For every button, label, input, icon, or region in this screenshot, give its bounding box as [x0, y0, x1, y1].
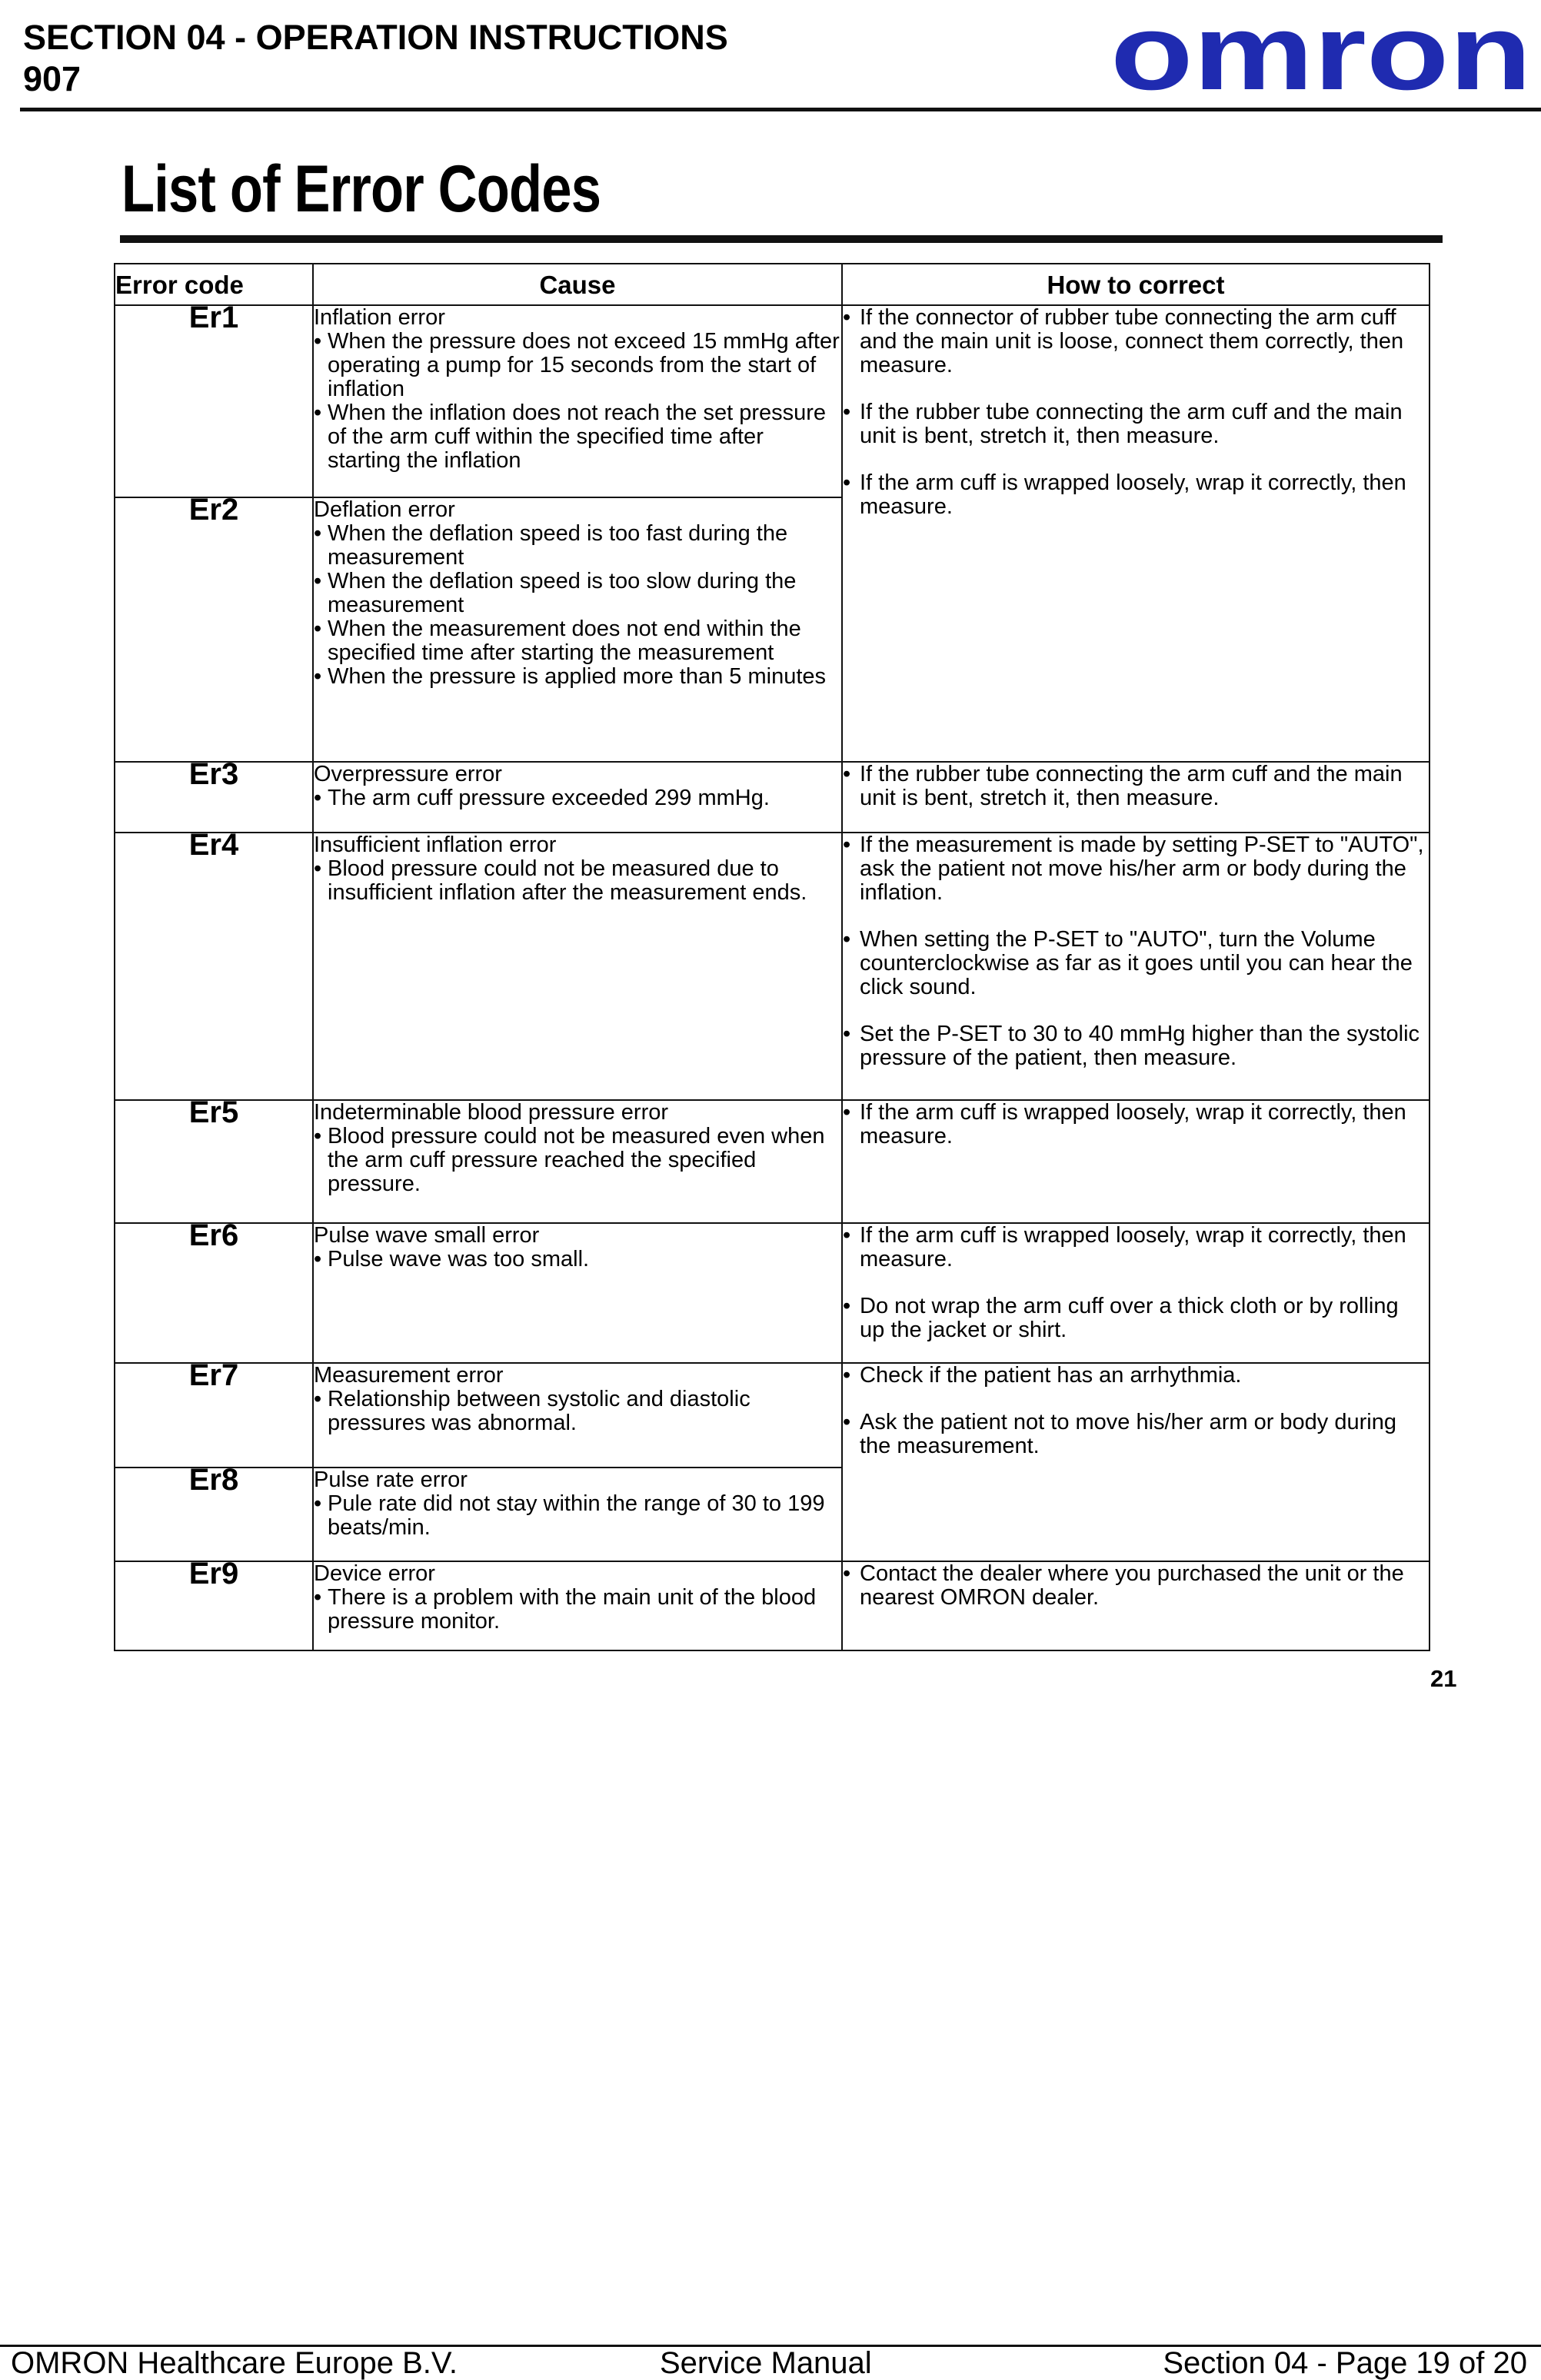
error-code-table — [114, 263, 1430, 1651]
cause-item: • Pule rate did not stay within the range of 30 to 199 beats/min. — [314, 1492, 841, 1540]
error-code: Er4 — [115, 833, 313, 1100]
error-code: Er9 — [115, 1561, 313, 1650]
column-header-error-code: Error code — [115, 264, 313, 305]
footer-company: OMRON Healthcare Europe B.V. — [11, 2346, 458, 2380]
error-code: Er2 — [115, 497, 313, 762]
cause-item: • When the pressure does not exceed 15 mmHg after operating a pump for 15 seconds from the start of inflation — [314, 330, 841, 401]
how-to-correct-cell — [842, 833, 1430, 1100]
cause-cell — [313, 833, 842, 1100]
error-code: Er6 — [115, 1223, 313, 1363]
cause-title: Deflation error — [314, 497, 455, 522]
cause-item: • When the deflation speed is too fast during the measurement — [314, 522, 841, 570]
cause-cell — [313, 1561, 842, 1650]
logo-wordmark: omron — [1110, 12, 1532, 103]
correction-item: • Ask the patient not to move his/her arm or body during the measurement. — [843, 1411, 1429, 1458]
how-to-correct-cell — [842, 1561, 1430, 1650]
cause-item: • When the inflation does not reach the set pressure of the arm cuff within the specified time after starting the inflation — [314, 401, 841, 473]
cause-item: • Blood pressure could not be measured even when the arm cuff pressure reached the specified pressure. — [314, 1125, 841, 1196]
correction-item: • If the connector of rubber tube connecting the arm cuff and the main unit is loose, connect them correctly, then measure. — [843, 306, 1429, 377]
cause-item: • When the deflation speed is too slow during the measurement — [314, 570, 841, 617]
error-code: Er7 — [115, 1363, 313, 1468]
table-row — [115, 833, 1430, 1100]
how-to-correct-cell — [842, 1223, 1430, 1363]
correction-item: • If the measurement is made by setting P-SET to "AUTO", ask the patient not move his/her arm or body during the inflation. — [843, 833, 1429, 905]
cause-item: • The arm cuff pressure exceeded 299 mmHg. — [314, 786, 841, 810]
table-row — [115, 1561, 1430, 1650]
cause-item: • When the pressure is applied more than 5 minutes — [314, 665, 841, 689]
cause-cell — [313, 1100, 842, 1223]
cause-title: Inflation error — [314, 305, 445, 330]
how-to-correct-cell — [842, 1363, 1430, 1561]
cause-title: Pulse wave small error — [314, 1223, 540, 1248]
cause-title: Measurement error — [314, 1363, 504, 1388]
cause-cell — [313, 305, 842, 497]
correction-item: • When setting the P-SET to "AUTO", turn the Volume counterclockwise as far as it goes until you can hear the click sound. — [843, 928, 1429, 999]
title-rule — [120, 235, 1443, 243]
correction-item: • If the arm cuff is wrapped loosely, wrap it correctly, then measure. — [843, 471, 1429, 519]
table-header-row — [115, 264, 1430, 305]
section-title: SECTION 04 - OPERATION INSTRUCTIONS — [23, 18, 728, 57]
page-number: 21 — [1430, 1665, 1457, 1692]
correction-item: • If the rubber tube connecting the arm cuff and the main unit is bent, stretch it, then measure. — [843, 763, 1429, 810]
cause-title: Indeterminable blood pressure error — [314, 1100, 669, 1125]
cause-cell — [313, 497, 842, 762]
section-header — [23, 17, 728, 100]
table-row — [115, 1100, 1430, 1223]
table-row — [115, 762, 1430, 833]
error-code: Er8 — [115, 1468, 313, 1561]
model-number: 907 — [23, 59, 82, 98]
cause-title: Device error — [314, 1561, 435, 1586]
correction-item: • Contact the dealer where you purchased the unit or the nearest OMRON dealer. — [843, 1562, 1429, 1610]
error-code: Er5 — [115, 1100, 313, 1223]
table-row — [115, 305, 1430, 497]
how-to-correct-cell — [842, 762, 1430, 833]
cause-item: • Pulse wave was too small. — [314, 1248, 841, 1271]
cause-item: • There is a problem with the main unit of the blood pressure monitor. — [314, 1586, 841, 1634]
cause-title: Overpressure error — [314, 762, 502, 786]
how-to-correct-cell — [842, 1100, 1430, 1223]
correction-item: • Do not wrap the arm cuff over a thick cloth or by rolling up the jacket or shirt. — [843, 1295, 1429, 1342]
cause-cell — [313, 1468, 842, 1561]
cause-title: Pulse rate error — [314, 1468, 468, 1492]
cause-cell — [313, 1223, 842, 1363]
page-title: List of Error Codes — [121, 152, 601, 226]
column-header-cause: Cause — [313, 264, 842, 305]
cause-item: • When the measurement does not end within the specified time after starting the measurement — [314, 617, 841, 665]
correction-item: • If the arm cuff is wrapped loosely, wrap it correctly, then measure. — [843, 1224, 1429, 1271]
column-header-how-to-correct: How to correct — [842, 264, 1430, 305]
error-code: Er1 — [115, 305, 313, 497]
correction-item: • If the rubber tube connecting the arm cuff and the main unit is bent, stretch it, then measure. — [843, 401, 1429, 448]
omron-logo — [1106, 12, 1536, 103]
how-to-correct-cell — [842, 305, 1430, 762]
cause-item: • Blood pressure could not be measured due to insufficient inflation after the measurement ends. — [314, 857, 841, 905]
cause-cell — [313, 762, 842, 833]
footer-page-info: Section 04 - Page 19 of 20 — [1163, 2346, 1527, 2380]
table-row — [115, 1223, 1430, 1363]
correction-item: • Set the P-SET to 30 to 40 mmHg higher than the systolic pressure of the patient, then measure. — [843, 1022, 1429, 1070]
correction-item: • If the arm cuff is wrapped loosely, wrap it correctly, then measure. — [843, 1101, 1429, 1148]
cause-title: Insufficient inflation error — [314, 833, 557, 857]
cause-cell — [313, 1363, 842, 1468]
correction-item: • Check if the patient has an arrhythmia. — [843, 1364, 1429, 1388]
footer-manual-name: Service Manual — [660, 2346, 872, 2380]
header-rule — [20, 108, 1541, 111]
error-code: Er3 — [115, 762, 313, 833]
cause-item: • Relationship between systolic and diastolic pressures was abnormal. — [314, 1388, 841, 1435]
table-row — [115, 1363, 1430, 1468]
